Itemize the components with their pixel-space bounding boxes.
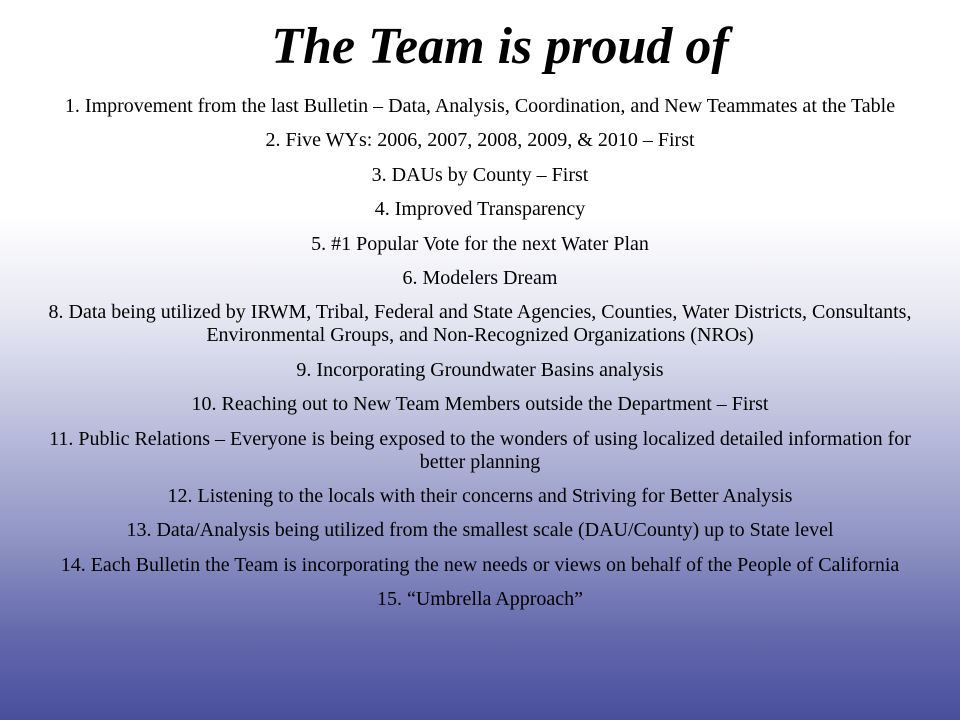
list-item: 10. Reaching out to New Team Members outside the Department – First	[191, 393, 769, 416]
list-item: 2. Five WYs: 2006, 2007, 2008, 2009, & 2010 – First	[265, 129, 695, 152]
list-item: 14. Each Bulletin the Team is incorporating the new needs or views on behalf of the People of California	[60, 553, 900, 576]
list-item: 13. Data/Analysis being utilized from the smallest scale (DAU/County) up to State level	[126, 519, 834, 542]
list-item: 3. DAUs by County – First	[371, 163, 589, 186]
list-item: 5. #1 Popular Vote for the next Water Plan	[311, 232, 649, 255]
list-item: 6. Modelers Dream	[402, 266, 558, 289]
list-item: 15. “Umbrella Approach”	[376, 588, 584, 611]
slide-title: The Team is proud of	[271, 18, 729, 75]
list-item: 9. Incorporating Groundwater Basins analysis	[296, 358, 664, 381]
achievement-list	[30, 95, 930, 622]
list-item: 4. Improved Transparency	[374, 198, 586, 221]
list-item: 12. Listening to the locals with their concerns and Striving for Better Analysis	[167, 484, 793, 507]
list-item: 8. Data being utilized by IRWM, Tribal, Federal and State Agencies, Counties, Water Districts, Consultants, Environmental Groups, and Non-Recognized Organizations (NROs)	[48, 301, 912, 347]
list-item: 11. Public Relations – Everyone is being exposed to the wonders of using localized detailed information for better planning	[49, 427, 911, 473]
list-item: 1. Improvement from the last Bulletin – Data, Analysis, Coordination, and New Teammates at the Table	[64, 95, 896, 117]
